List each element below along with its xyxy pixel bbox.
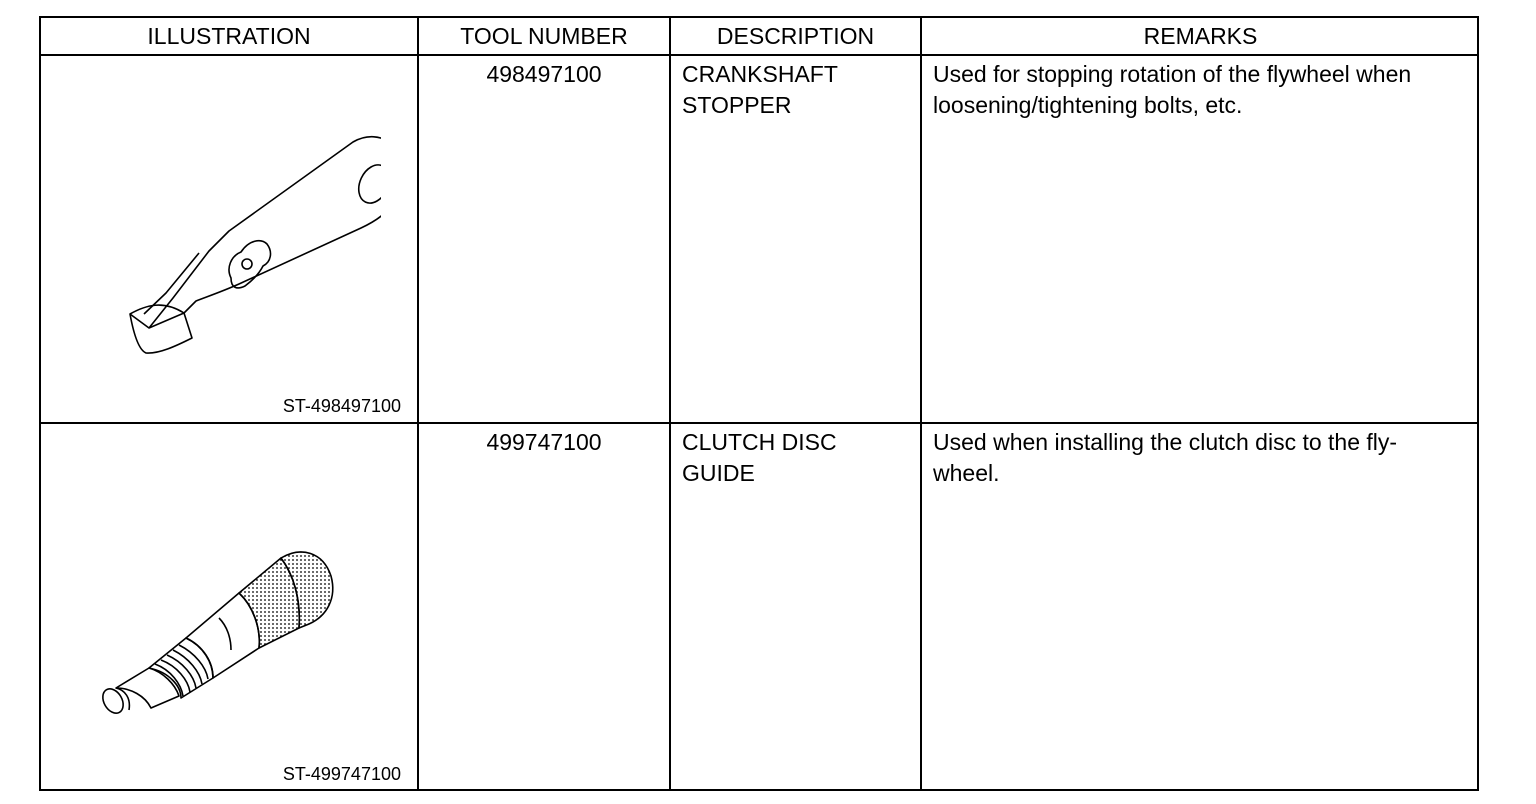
remarks-line: Used for stopping rotation of the flywheel when	[933, 61, 1412, 87]
row-divider	[41, 54, 1477, 56]
illustration-code: ST-499747100	[282, 764, 401, 784]
tool-number: 498497100	[486, 61, 602, 87]
clutch-disc-guide-icon	[91, 538, 371, 718]
illustration-code: ST-498497100	[282, 396, 401, 416]
description-line: GUIDE	[682, 460, 755, 486]
tool-description	[682, 59, 838, 121]
crankshaft-stopper-icon	[81, 128, 381, 368]
tool-description	[682, 427, 837, 489]
description-line: STOPPER	[682, 92, 792, 118]
tool-number: 499747100	[486, 429, 602, 455]
description-line: CRANKSHAFT	[682, 61, 838, 87]
header-illustration: ILLUSTRATION	[147, 23, 311, 49]
remarks-line: Used when installing the clutch disc to the fly-	[933, 429, 1398, 455]
column-divider	[417, 18, 419, 789]
remarks-line: wheel.	[933, 460, 1000, 486]
description-line: CLUTCH DISC	[682, 429, 837, 455]
row-divider	[41, 422, 1477, 424]
column-divider	[669, 18, 671, 789]
remarks-line: loosening/tightening bolts, etc.	[933, 92, 1243, 118]
tool-remarks	[933, 59, 1411, 121]
special-tools-table	[39, 16, 1479, 791]
column-divider	[920, 18, 922, 789]
header-tool-number: TOOL NUMBER	[460, 23, 628, 49]
header-remarks: REMARKS	[1143, 23, 1258, 49]
header-description: DESCRIPTION	[716, 23, 875, 49]
tool-remarks	[933, 427, 1397, 489]
